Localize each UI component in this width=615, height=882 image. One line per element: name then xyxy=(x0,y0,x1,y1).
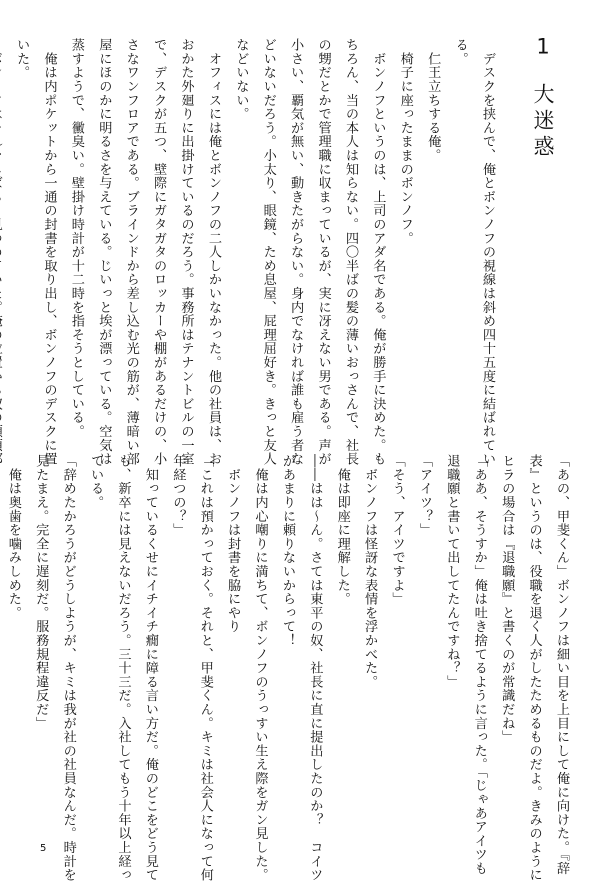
text-line: ちろん、当の本人は知らない。四〇半ばの髪の薄いおっさんで、社長 xyxy=(342,38,358,466)
text-line: どいないだろう。小太り、眼鏡、ため息屋、屁理屈好き。きっと友人 xyxy=(260,38,276,466)
text-line: 俺は内心嘲りに満ちて、ボンノフのうっすい生え際をガン見した。 xyxy=(252,454,268,882)
text-line: 「そう、アイツですよ」 xyxy=(389,454,405,606)
text-line: おかた外廻りに出掛けているのだろう。事務所はテナントビルの一室 xyxy=(178,38,194,466)
text-line: ボンノフは怪訝な表情を浮かべた。 xyxy=(362,454,378,689)
body-text-bottom xyxy=(0,454,575,882)
text-line: 俺は奥歯を噛みしめた。 xyxy=(5,454,21,620)
text-line: 「アイツ？」 xyxy=(416,454,432,537)
chapter-heading xyxy=(532,36,553,161)
text-line: さなワンフロアである。ブラインドから差し込む光の筋が、薄暗い部 xyxy=(123,38,139,466)
text-line: ヒラの場合は『退職願』と書くのが常識だね」 xyxy=(499,454,515,744)
text-line: 年経つの？」 xyxy=(170,454,186,537)
text-line xyxy=(0,38,8,398)
text-line: 仁王立ちする俺。 xyxy=(425,38,441,163)
text-line: ている。 xyxy=(88,454,104,510)
text-line: 俺は内ポケットから一通の封書を取り出し、ボンノフのデスクに置 xyxy=(41,38,57,466)
text-line: る。 xyxy=(452,38,468,66)
text-line: も、新卒には見えないだろう。三十三だ。入社してもう十年以上経っ xyxy=(115,454,131,882)
chapter-title: 大迷惑 xyxy=(531,83,555,161)
text-line: 「辞めたかろうがどうしようが、キミは我が社の社員なんだ。時計を xyxy=(60,454,76,882)
text-line: 「これは預かっておく。それと、甲斐くん。キミは社会人になって何 xyxy=(197,454,213,882)
text-line: 俺は即座に理解した。 xyxy=(334,454,350,606)
text-line: 知っているくせにイチイチ癇に障る言い方だ。俺のどこをどう見て xyxy=(142,454,158,882)
chapter-gap xyxy=(531,57,555,83)
text-line: 見たまえ。完全に遅刻だ。服務規程違反だ」 xyxy=(33,454,49,730)
text-line: 退職願と書いて出してたんですね？」 xyxy=(444,454,460,689)
text-line: の甥だとかで管理職に収まっているが、実に冴えない男である。声が xyxy=(315,38,331,466)
text-line: 「ああ、そうすか」俺は吐き捨てるように言った。「じゃあアイツも xyxy=(471,454,487,876)
text-line: デスクを挟んで、俺とボンノフの視線は斜め四十五度に結ばれてい xyxy=(480,38,495,466)
text-line: で、デスクが五つ、壁際にガタガタのロッカーや棚があるだけの、小 xyxy=(151,38,167,466)
body-text-top xyxy=(0,38,501,466)
text-line: 小さい、覇気が無い、動きたがらない。身内でなければ誰も雇う者な xyxy=(288,38,304,466)
text-line: 表』というのは、役職を退く人がしたためるものだよ。きみのように xyxy=(526,454,542,882)
text-line: があまりに頼りないからって！ xyxy=(279,454,295,648)
text-line: 椅子に座ったままのボンノフ。 xyxy=(397,38,413,245)
text-line: オフィスには俺とボンノフの二人しかいなかった。他の社員は、お xyxy=(205,38,221,466)
text-line: ボンノフは封書を脇にやり xyxy=(225,454,241,634)
text-line: 「あの、甲斐くん」ボンノフは細い目を上目にして俺に向けた。『辞 xyxy=(554,454,569,876)
text-line: いた。 xyxy=(14,38,30,80)
text-line: ――はは〜ん。さては東平の奴、社長に直に提出したのか？ コイツ xyxy=(307,454,323,882)
text-line: 蒸すようで、黴臭い。壁掛け時計が十二時を指そうとしている。 xyxy=(68,38,84,439)
text-line: 屋にほのかに明るさを与えている。じいっと埃が漂っている。空気は xyxy=(96,38,112,466)
text-line: などいない。 xyxy=(233,38,249,121)
page-number: 5 xyxy=(40,843,47,854)
chapter-number: 1 xyxy=(536,36,550,57)
text-line: ボンノフというのは、上司のアダ名である。俺が勝手に決めた。も xyxy=(370,38,386,466)
